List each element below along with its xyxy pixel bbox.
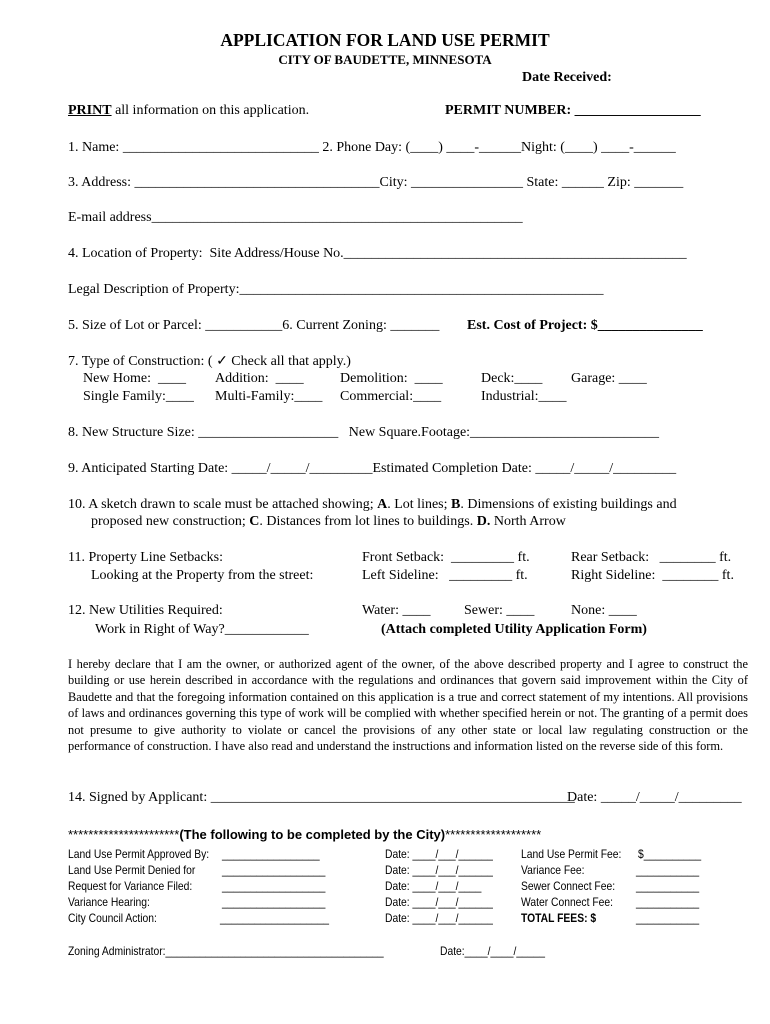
location-field[interactable]: 4. Location of Property: Site Address/House No._________________________________________________ bbox=[68, 246, 687, 261]
city-row-label: City Council Action: bbox=[68, 911, 157, 925]
city-row-line[interactable]: __________________ bbox=[222, 863, 326, 877]
city-row-fee-value[interactable]: ___________ bbox=[636, 879, 700, 893]
est-cost-field[interactable]: Est. Cost of Project: $_______________ bbox=[467, 318, 703, 333]
utilities-label: 12. New Utilities Required: bbox=[68, 603, 223, 618]
zoning-date-field[interactable]: Date:____/____/_____ bbox=[440, 944, 546, 958]
total-fees-label: TOTAL FEES: $ bbox=[521, 911, 597, 925]
new-home-checkbox[interactable]: New Home: ____ bbox=[83, 371, 187, 386]
city-row-date[interactable]: Date: ____/___/______ bbox=[385, 863, 493, 877]
email-field[interactable]: E-mail address_____________________________________________________ bbox=[68, 210, 523, 225]
city-row-label: Land Use Permit Denied for bbox=[68, 863, 196, 877]
city-row-date[interactable]: Date: ____/___/______ bbox=[385, 911, 493, 925]
declaration-text: I hereby declare that I am the owner, or authorized agent of the owner, of the above described property and I agree to construct the building or use herein described in accordance with the regulations and ordinances that govern said improvement within the City of Baudette and that the foregoing information contained on this application is a true and correct statement of my intentions. All provisions of laws and ordinances governing this type of work will be complied with whether specified herein or not. The granting of a permit does not presume to give authority to violate or cancel the provisions of any other state or local law regulating construction or the performance of construction. I have also read and understand the instructions and information listed on the reverse side of this form. bbox=[68, 657, 748, 754]
addition-checkbox[interactable]: Addition: ____ bbox=[215, 371, 304, 386]
city-row-label: Land Use Permit Approved By: bbox=[68, 847, 210, 861]
rear-setback-field[interactable]: Rear Setback: ________ ft. bbox=[571, 550, 732, 565]
city-row-line[interactable]: ___________________ bbox=[220, 911, 330, 925]
right-sideline-field[interactable]: Right Sideline: ________ ft. bbox=[571, 568, 734, 583]
city-row-date[interactable]: Date: ____/___/____ bbox=[385, 879, 482, 893]
signature-date-field[interactable]: Date: _____/_____/_________ bbox=[567, 790, 742, 805]
form-subtitle: CITY OF BAUDETTE, MINNESOTA bbox=[278, 52, 492, 67]
none-checkbox[interactable]: None: ____ bbox=[571, 603, 637, 618]
structure-size-field[interactable]: 8. New Structure Size: ____________________ New Square.Footage:___________________________ bbox=[68, 425, 660, 440]
city-section-banner: **********************(The following to be completed by the City)******************* bbox=[68, 827, 542, 842]
commercial-checkbox[interactable]: Commercial:____ bbox=[340, 389, 442, 404]
name-phone-field[interactable]: 1. Name: ____________________________ 2. Phone Day: (____) ____-______Night: (____) ____-______ bbox=[68, 140, 676, 155]
city-row-fee-label: Land Use Permit Fee: bbox=[521, 847, 622, 861]
multi-family-checkbox[interactable]: Multi-Family:____ bbox=[215, 389, 323, 404]
setbacks-label: 11. Property Line Setbacks: bbox=[68, 550, 224, 565]
water-checkbox[interactable]: Water: ____ bbox=[362, 603, 431, 618]
deck-checkbox[interactable]: Deck:____ bbox=[481, 371, 543, 386]
signature-field[interactable]: 14. Signed by Applicant: ____________________________________________________ bbox=[68, 790, 575, 805]
total-fees-value[interactable]: ___________ bbox=[636, 911, 700, 925]
print-word: PRINT bbox=[68, 103, 112, 118]
left-sideline-field[interactable]: Left Sideline: _________ ft. bbox=[362, 568, 528, 583]
size-zoning-field[interactable]: 5. Size of Lot or Parcel: ___________6. Current Zoning: _______ bbox=[68, 318, 440, 333]
city-row-fee-label: Variance Fee: bbox=[521, 863, 585, 877]
attach-note: (Attach completed Utility Application Form) bbox=[381, 622, 647, 637]
single-family-checkbox[interactable]: Single Family:____ bbox=[83, 389, 194, 404]
dates-field[interactable]: 9. Anticipated Starting Date: _____/_____/_________Estimated Completion Date: _____/_____/_________ bbox=[68, 461, 677, 476]
right-of-way-field[interactable]: Work in Right of Way?____________ bbox=[95, 622, 309, 637]
zoning-administrator-field[interactable]: Zoning Administrator:______________________________________ bbox=[68, 944, 384, 958]
demolition-checkbox[interactable]: Demolition: ____ bbox=[340, 371, 443, 386]
print-instruction bbox=[68, 103, 309, 119]
city-row-date[interactable]: Date: ____/___/______ bbox=[385, 895, 493, 909]
city-row-fee-value[interactable]: ___________ bbox=[636, 863, 700, 877]
city-row-line[interactable]: __________________ bbox=[222, 895, 326, 909]
permit-number-field[interactable]: PERMIT NUMBER: __________________ bbox=[445, 103, 701, 118]
legal-description-field[interactable]: Legal Description of Property:____________________________________________________ bbox=[68, 282, 604, 297]
city-row-fee-label: Water Connect Fee: bbox=[521, 895, 613, 909]
sketch-instruction-line2: proposed new construction; C. Distances from lot lines to buildings. D. North Arrow bbox=[91, 514, 566, 529]
sewer-checkbox[interactable]: Sewer: ____ bbox=[464, 603, 535, 618]
address-field[interactable]: 3. Address: ___________________________________City: ________________ State: ______ Zip: _______ bbox=[68, 175, 684, 190]
industrial-checkbox[interactable]: Industrial:____ bbox=[481, 389, 567, 404]
city-row-line[interactable]: __________________ bbox=[222, 879, 326, 893]
form-title: APPLICATION FOR LAND USE PERMIT bbox=[220, 30, 550, 50]
city-row-label: Request for Variance Filed: bbox=[68, 879, 193, 893]
garage-checkbox[interactable]: Garage: ____ bbox=[571, 371, 647, 386]
looking-label: Looking at the Property from the street: bbox=[91, 568, 314, 583]
construction-type-header: 7. Type of Construction: ( ✓ Check all that apply.) bbox=[68, 354, 351, 369]
city-row-fee-value[interactable]: $__________ bbox=[638, 847, 702, 861]
city-row-line[interactable]: _________________ bbox=[222, 847, 320, 861]
city-row-fee-value[interactable]: ___________ bbox=[636, 895, 700, 909]
city-row-label: Variance Hearing: bbox=[68, 895, 150, 909]
city-row-date[interactable]: Date: ____/___/______ bbox=[385, 847, 493, 861]
city-row-fee-label: Sewer Connect Fee: bbox=[521, 879, 616, 893]
front-setback-field[interactable]: Front Setback: _________ ft. bbox=[362, 550, 530, 565]
sketch-instruction-line1: 10. A sketch drawn to scale must be attached showing; A. Lot lines; B. Dimensions of existing buildings and bbox=[68, 497, 677, 512]
date-received-label: Date Received: bbox=[522, 70, 612, 85]
print-rest: all information on this application. bbox=[111, 103, 310, 118]
